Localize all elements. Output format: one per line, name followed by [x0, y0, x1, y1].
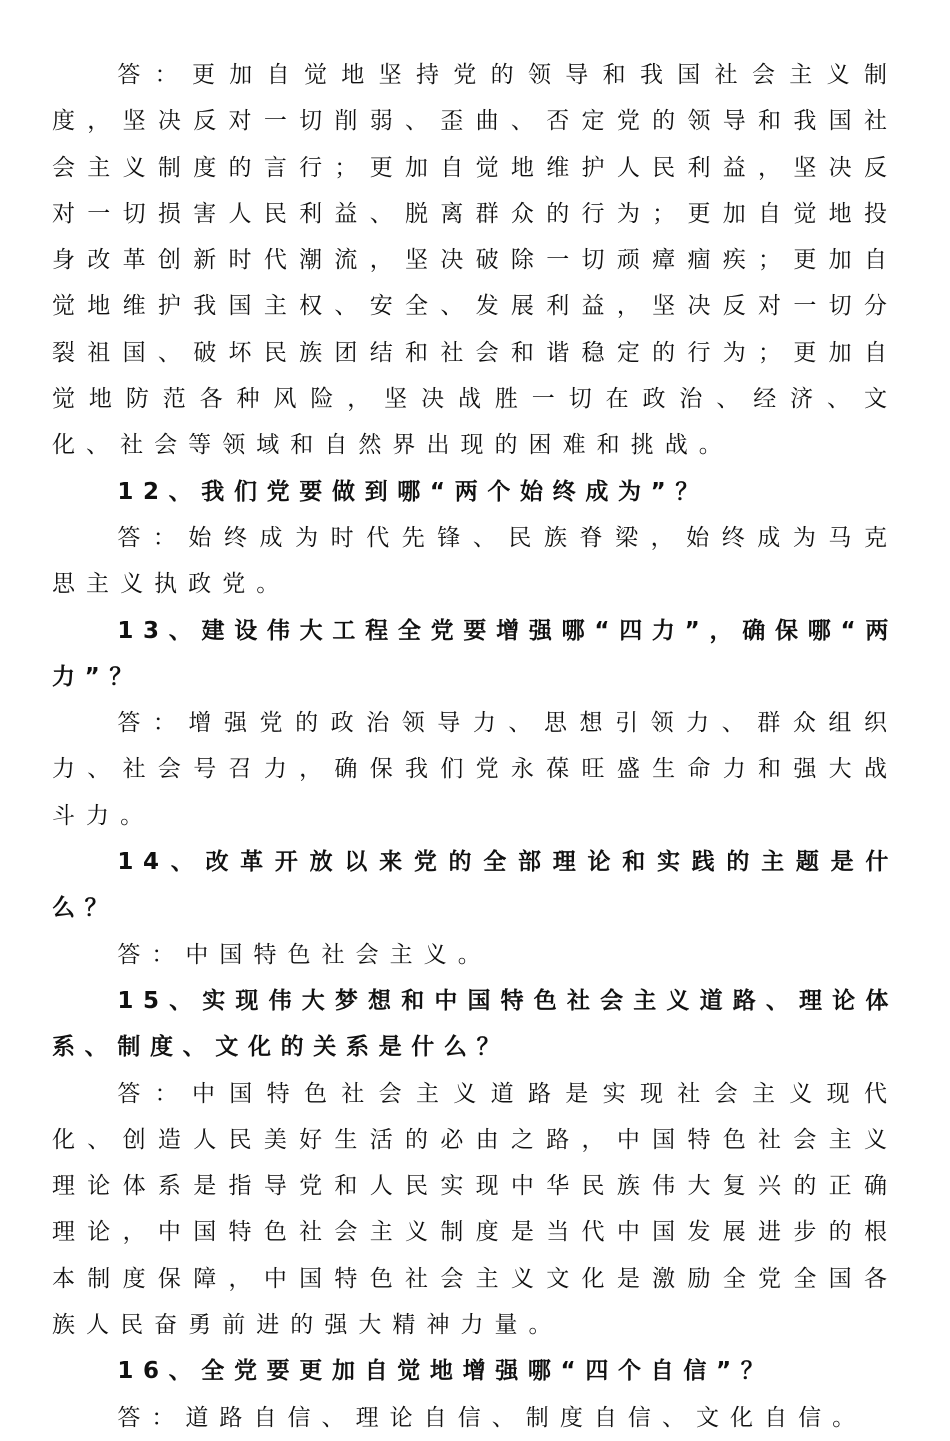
- answer-paragraph: 答：道路自信、理论自信、制度自信、文化自信。: [117, 1404, 867, 1431]
- question-heading: 13、建设伟大工程全党要增强哪“四力”，确保哪“两力”？: [52, 617, 898, 690]
- question-heading: 12、我们党要做到哪“两个始终成为”？: [117, 478, 709, 505]
- answer-paragraph: 答：中国特色社会主义。: [117, 941, 492, 968]
- question-heading: 14、改革开放以来党的全部理论和实践的主题是什么？: [52, 849, 898, 922]
- document-page: [52, 52, 898, 1441]
- question-heading: 16、全党要更加自觉地增强哪“四个自信”？: [117, 1358, 774, 1385]
- question-heading: 15、实现伟大梦想和中国特色社会主义道路、理论体系、制度、文化的关系是什么？: [52, 987, 898, 1061]
- answer-paragraph: 答：更加自觉地坚持党的领导和我国社会主义制度，坚决反对一切削弱、歪曲、否定党的领导和我国社会主义制度的言行；更加自觉地维护人民利益，坚决反对一切损害人民利益、脱离群众的行为；更加自觉地投身改革创新时代潮流，坚决破除一切顽瘴痼疾；更加自觉地维护我国主权、安全、发展利益，坚决反对一切分裂祖国、破坏民族团结和社会和谐稳定的行为；更加自觉地防范各种风险，坚决战胜一切在政治、经济、文化、社会等领域和自然界出现的困难和挑战。: [52, 62, 898, 459]
- answer-paragraph: 答：中国特色社会主义道路是实现社会主义现代化、创造人民美好生活的必由之路，中国特色社会主义理论体系是指导党和人民实现中华民族伟大复兴的正确理论，中国特色社会主义制度是当代中国发展进步的根本制度保障，中国特色社会主义文化是激励全党全国各族人民奋勇前进的强大精神力量。: [52, 1080, 898, 1339]
- answer-paragraph: 答：增强党的政治领导力、思想引领力、群众组织力、社会号召力，确保我们党永葆旺盛生命力和强大战斗力。: [52, 710, 898, 829]
- answer-paragraph: 答：始终成为时代先锋、民族脊梁，始终成为马克思主义执政党。: [52, 524, 898, 598]
